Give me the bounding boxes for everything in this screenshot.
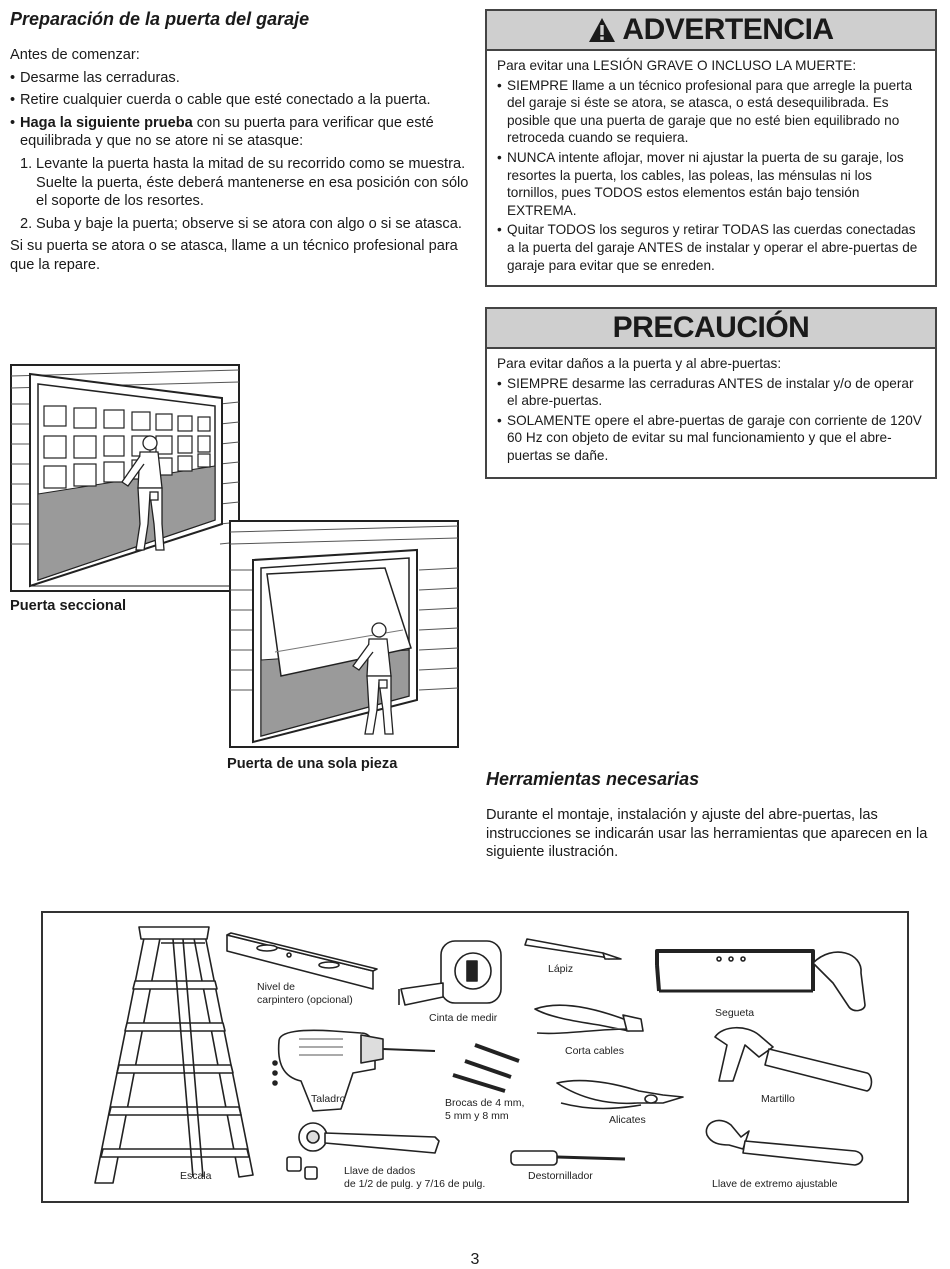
step-item: 2. Suba y baje la puerta; observe si se atora con algo o si se atasca. (20, 215, 462, 232)
wire-cutter-icon (535, 1005, 643, 1033)
section-title-preparacion: Preparación de la puerta del garaje (10, 9, 310, 29)
hacksaw-icon (657, 951, 865, 1011)
warning-intro: Para evitar una LESIÓN GRAVE O INCLUSO LA MUERTE: (497, 58, 857, 73)
drill-icon (273, 1030, 435, 1111)
tool-label-martillo: Martillo (761, 1093, 795, 1105)
warning-triangle-icon (588, 17, 616, 43)
warning-box (485, 9, 937, 287)
preparation-instructions (10, 46, 470, 279)
caution-title: PRECAUCIÓN (612, 311, 810, 344)
screwdriver-icon (511, 1151, 625, 1165)
warning-title: ADVERTENCIA (622, 13, 834, 46)
tool-label-alicates: Alicates (609, 1114, 646, 1126)
sectional-door-illustration (10, 364, 240, 592)
tool-label-llave-dados: Llave de dados de 1/2 de pulg. y 7/16 de pulg. (344, 1165, 486, 1190)
tool-label-nivel: Nivel de carpintero (opcional) (257, 981, 353, 1006)
tape-measure-icon (399, 941, 501, 1005)
warning-item: • SIEMPRE llame a un técnico profesional para que arregle la puerta del garaje si éste se atora, se atasca, o está desequilibrada. Es posible que una puerta de garaje que no esté bien equilibrado no retroceda cuando se requiera. (497, 77, 925, 147)
caution-header (487, 309, 935, 349)
one-piece-door-caption: Puerta de una sola pieza (227, 756, 398, 772)
warning-body (487, 51, 935, 284)
tool-label-lapiz: Lápiz (548, 963, 574, 975)
tool-label-brocas: Brocas de 4 mm, 5 mm y 8 mm (445, 1097, 525, 1122)
adjustable-wrench-icon (706, 1120, 862, 1165)
bullet-item: • Retire cualquier cuerda o cable que esté conectado a la puerta. (10, 91, 470, 110)
bold-phrase: Haga la siguiente prueba (20, 114, 193, 131)
warning-item: • NUNCA intente aflojar, mover ni ajustar la puerta de su garaje, los resortes la puerta, los cables, las poleas, las ménsulas ni los tornillos, pues TODOS estos elementos están bajo tensión EXTREMA. (497, 149, 925, 219)
ladder-icon (95, 927, 253, 1183)
caution-intro: Para evitar daños a la puerta y al abre-puertas: (497, 356, 782, 371)
tools-illustration (41, 911, 909, 1203)
hammer-icon (715, 1028, 872, 1091)
caution-box (485, 307, 937, 479)
tool-label-destornillador: Destornillador (528, 1170, 593, 1182)
bullet-item: • Desarme las cerraduras. (10, 69, 470, 88)
tool-label-taladro: Taladro (311, 1093, 346, 1105)
tool-label-corta-cables: Corta cables (565, 1045, 624, 1057)
sectional-door-caption: Puerta seccional (10, 598, 126, 614)
caution-body (487, 349, 935, 475)
tools-description: Durante el montaje, instalación y ajuste del abre-puertas, las instrucciones se indicarán usar las herramientas que aparecen en la siguiente ilustración. (486, 807, 928, 861)
tool-label-llave-ajustable: Llave de extremo ajustable (712, 1178, 838, 1190)
drill-bits-icon (453, 1045, 519, 1091)
warning-item: • Quitar TODOS los seguros y retirar TODAS las cuerdas conectadas a la puerta del garaje ANTES de instalar y operar el abre-puertas de garaje para evitar que se enreden. (497, 221, 925, 274)
bullet-item: • Haga la siguiente prueba con su puerta para verificar que esté equilibrada y que no se atore ni se atasque: (10, 114, 470, 151)
closing-text: Si su puerta se atora o se atasca, llame a un técnico profesional para que la repare. (10, 238, 458, 273)
page-number: 3 (470, 1251, 480, 1268)
caution-item: • SIEMPRE desarme las cerraduras ANTES de instalar y/o de operar el abre-puertas. (497, 375, 925, 410)
tool-label-cinta: Cinta de medir (429, 1012, 498, 1024)
step-item: 1. Levante la puerta hasta la mitad de su recorrido como se muestra. Suelte la puerta, éste deberá mantenerse en esa posición con sólo el soporte de los resortes. (20, 155, 469, 210)
caution-item: • SOLAMENTE opere el abre-puertas de garaje con corriente de 120V 60 Hz con objeto de evitar su mal funcionamiento y que el abre-puertas se dañe. (497, 412, 925, 465)
one-piece-door-illustration (229, 520, 459, 748)
pencil-icon (525, 939, 621, 959)
tool-label-escala: Escala (180, 1170, 212, 1182)
warning-header (487, 11, 935, 51)
pliers-icon (557, 1081, 683, 1109)
intro-text: Antes de comenzar: (10, 47, 140, 63)
tool-label-segueta: Segueta (715, 1007, 755, 1019)
section-title-herramientas: Herramientas necesarias (486, 769, 700, 789)
